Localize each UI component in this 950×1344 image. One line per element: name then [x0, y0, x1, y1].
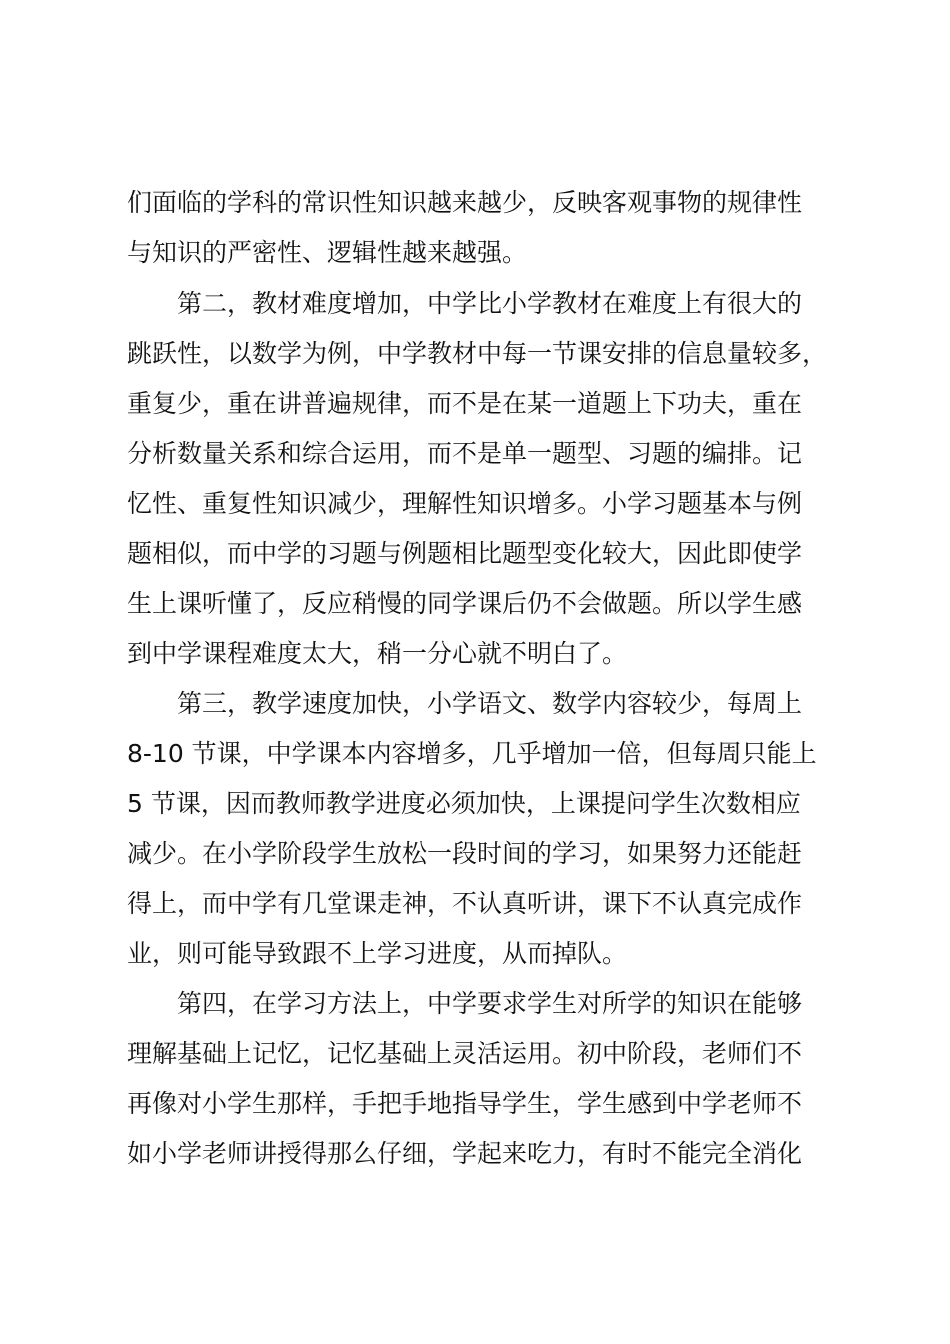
paragraph-start-line: 第二，教材难度增加，中学比小学教材在难度上有很大的 — [177, 289, 803, 318]
text-line: 重复少，重在讲普遍规律，而不是在某一道题上下功夫，重在 — [127, 389, 803, 418]
text-line: 减少。在小学阶段学生放松一段时间的学习，如果努力还能赶 — [127, 839, 803, 868]
text-line: 到中学课程难度太大，稍一分心就不明白了。 — [127, 639, 628, 668]
text-line: 理解基础上记忆，记忆基础上灵活运用。初中阶段，老师们不 — [127, 1039, 803, 1068]
text-line: 5 节课，因而教师教学进度必须加快，上课提问学生次数相应 — [127, 789, 801, 818]
text-line: 生上课听懂了，反应稍慢的同学课后仍不会做题。所以学生感 — [127, 589, 803, 618]
text-line: 8-10 节课，中学课本内容增多，几乎增加一倍，但每周只能上 — [127, 739, 817, 768]
text-line: 题相似，而中学的习题与例题相比题型变化较大，因此即使学 — [127, 539, 803, 568]
text-line: 再像对小学生那样，手把手地指导学生，学生感到中学老师不 — [127, 1089, 803, 1118]
text-line: 跳跃性，以数学为例，中学教材中每一节课安排的信息量较多， — [127, 339, 828, 368]
text-line: 如小学老师讲授得那么仔细，学起来吃力，有时不能完全消化 — [127, 1139, 803, 1168]
paragraph-start-line: 第三，教学速度加快，小学语文、数学内容较少，每周上 — [177, 689, 803, 718]
text-line: 分析数量关系和综合运用，而不是单一题型、习题的编排。记 — [127, 439, 803, 468]
text-line: 忆性、重复性知识减少，理解性知识增多。小学习题基本与例 — [127, 489, 803, 518]
paragraph-start-line: 第四，在学习方法上，中学要求学生对所学的知识在能够 — [177, 989, 803, 1018]
text-line: 业，则可能导致跟不上学习进度，从而掉队。 — [127, 939, 628, 968]
text-line: 与知识的严密性、逻辑性越来越强。 — [127, 238, 528, 267]
text-line: 们面临的学科的常识性知识越来越少，反映客观事物的规律性 — [127, 188, 803, 217]
text-line: 得上，而中学有几堂课走神，不认真听讲，课下不认真完成作 — [127, 889, 803, 918]
